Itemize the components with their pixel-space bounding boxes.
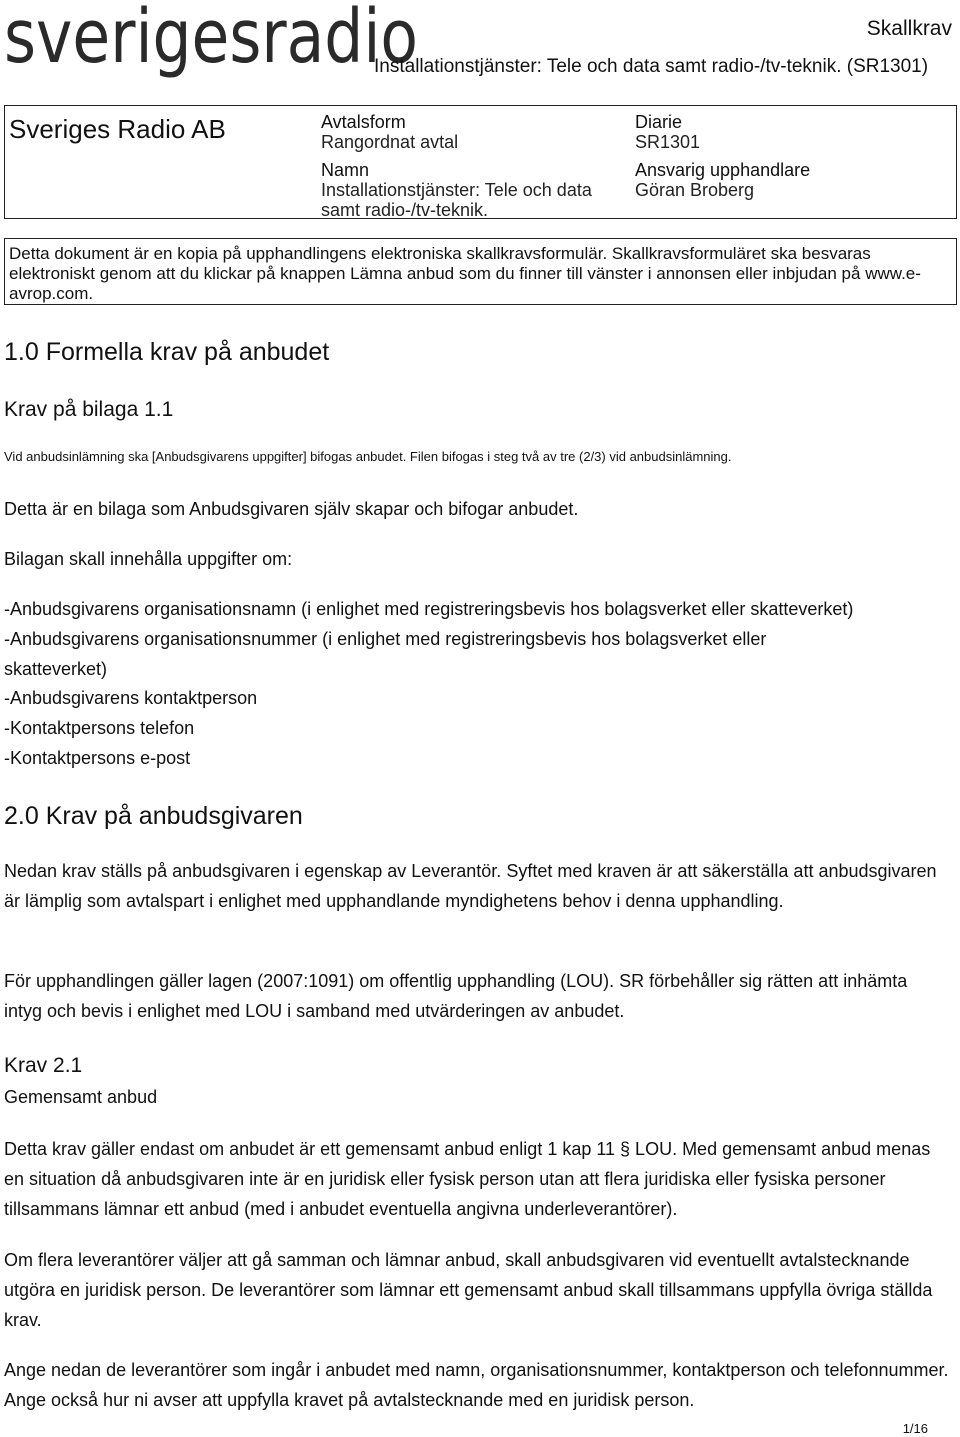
gemensamt-anbud-definition: Detta krav gäller endast om anbudet är ett gemensamt anbud enligt 1 kap 11 § LOU. Med gemensamt anbud menas en situation då anbudsgivaren inte är en juridisk eller fysisk person utan att flera juridiska eller fysiska personer tillsammans lämnar ett anbud (med i anbudet eventuella angivna underleverantörer). bbox=[4, 1139, 931, 1219]
list-item: -Anbudsgivarens organisationsnamn (i enlighet med registreringsbevis hos bolagsverket eller skatteverket) bbox=[4, 599, 854, 619]
info-middle-column bbox=[321, 112, 621, 220]
multiple-suppliers-paragraph: Om flera leverantörer väljer att gå samman och lämnar anbud, skall anbudsgivaren vid eventuellt avtalstecknande utgöra en juridisk person. De leverantörer som lämnar ett gemensamt anbud skall tillsammans uppfylla övriga ställda krav. bbox=[4, 1250, 933, 1330]
document-subtitle: Installationstjänster: Tele och data samt radio-/tv-teknik. (SR1301) bbox=[374, 56, 929, 77]
logo-wordmark: sverigesradio bbox=[4, 0, 418, 80]
section-2-intro: Nedan krav ställs på anbudsgivaren i egenskap av Leverantör. Syftet med kraven är att säkerställa att anbudsgivaren är lämplig som avtalspart i enlighet med upphandlande myndighetens behov i denna upphandling. bbox=[4, 861, 937, 911]
section-1-heading: 1.0 Formella krav på anbudet bbox=[4, 338, 330, 366]
krav-bilaga-heading: Krav på bilaga 1.1 bbox=[4, 398, 174, 421]
namn-label: Namn bbox=[321, 160, 370, 180]
procurement-info-table bbox=[4, 105, 957, 219]
avtalsform-value: Rangordnat avtal bbox=[321, 132, 459, 152]
diarie-value: SR1301 bbox=[635, 132, 701, 152]
section-2-heading: 2.0 Krav på anbudsgivaren bbox=[4, 802, 303, 830]
avtalsform-label: Avtalsform bbox=[321, 112, 406, 132]
info-right-column bbox=[635, 112, 945, 200]
diarie-label: Diarie bbox=[635, 112, 683, 132]
list-item: -Kontaktpersons telefon bbox=[4, 718, 195, 738]
company-name: Sveriges Radio AB bbox=[9, 114, 226, 144]
lou-paragraph: För upphandlingen gäller lagen (2007:1091) om offentlig upphandling (LOU). SR förbehåller sig rätten att inhämta intyg och bevis i enlighet med LOU i samband med utvärderingen av anbudet. bbox=[4, 971, 908, 1021]
list-item: -Kontaktpersons e-post bbox=[4, 748, 191, 768]
bilaga-description: Detta är en bilaga som Anbudsgivaren själv skapar och bifogar anbudet. bbox=[4, 499, 579, 519]
list-item: -Anbudsgivarens kontaktperson bbox=[4, 688, 258, 708]
list-suppliers-instruction: Ange nedan de leverantörer som ingår i anbudet med namn, organisationsnummer, kontaktperson och telefonnummer. Ange också hur ni avser att uppfylla kravet på avtalstecknande med en juridisk person. bbox=[4, 1360, 949, 1410]
namn-value-line-1: Installationstjänster: Tele och data bbox=[321, 180, 592, 200]
krav-2-1-subheading: Gemensamt anbud bbox=[4, 1087, 158, 1107]
attachment-instruction: Vid anbudsinlämning ska [Anbudsgivarens uppgifter] bifogas anbudet. Filen bifogas i steg två av tre (2/3) vid anbudsinlämning. bbox=[4, 449, 732, 464]
namn-value-line-2: samt radio-/tv-teknik. bbox=[321, 200, 489, 220]
notice-box: Detta dokument är en kopia på upphandlingens elektroniska skallkravsformulär. Skallkravsformuläret ska besvaras elektroniskt genom att du klickar på knappen Lämna anbud som du finner till vänster i annonsen eller inbjudan på www.e-avrop.com. bbox=[4, 238, 957, 305]
bilaga-contents-intro: Bilagan skall innehålla uppgifter om: bbox=[4, 549, 293, 569]
sveriges-radio-logo bbox=[4, 0, 424, 80]
ansvarig-label: Ansvarig upphandlare bbox=[635, 160, 811, 180]
list-item: -Anbudsgivarens organisationsnummer (i enlighet med registreringsbevis hos bolagsverket eller skatteverket) bbox=[4, 629, 767, 679]
page-number: 1/16 bbox=[902, 1421, 928, 1436]
ansvarig-value: Göran Broberg bbox=[635, 180, 755, 200]
krav-2-1-heading: Krav 2.1 bbox=[4, 1054, 83, 1077]
document-type: Skallkrav bbox=[866, 17, 952, 40]
